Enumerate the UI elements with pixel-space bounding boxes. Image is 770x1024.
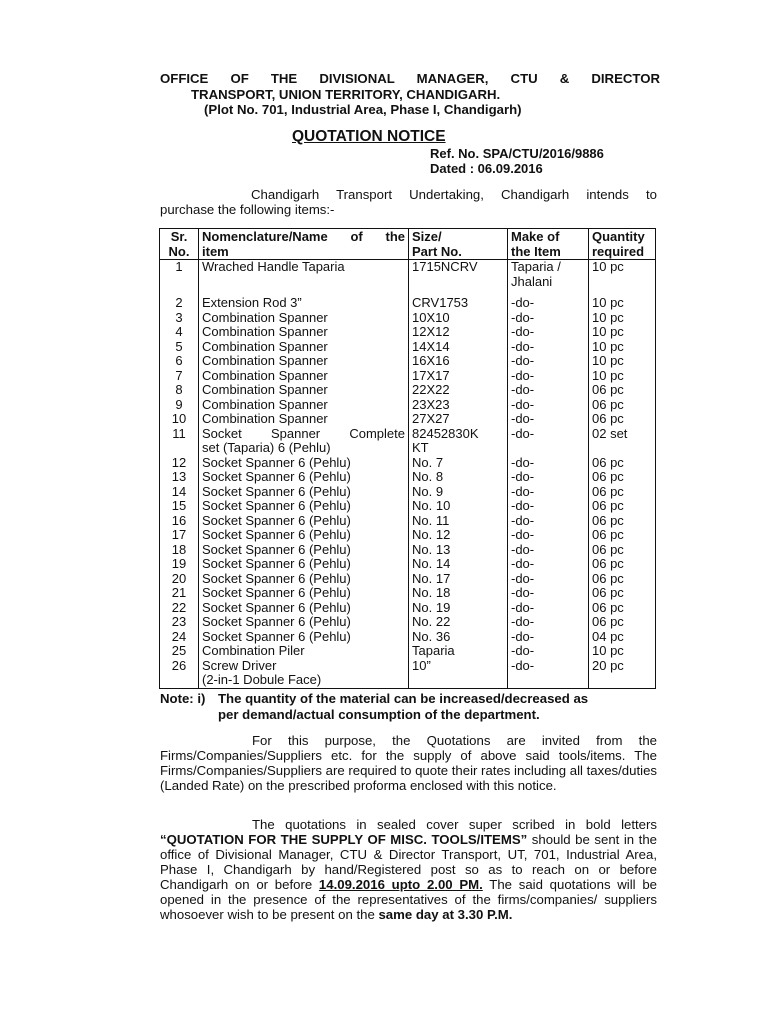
note-line-1: The quantity of the material can be increased/decreased as [218, 691, 589, 706]
cell-size-part [409, 275, 508, 290]
table-row [160, 644, 656, 659]
cell-make: -do- [508, 340, 589, 355]
cell-make: -do- [508, 289, 589, 311]
cell-sr-no: 25 [160, 644, 199, 659]
header-quantity: Quantity required [589, 229, 656, 260]
cell-make [508, 673, 589, 688]
cell-sr-no: 2 [160, 289, 199, 311]
table-row [160, 340, 656, 355]
header-item-name: Nomenclature/Name of the item [199, 229, 409, 260]
cell-make: -do- [508, 398, 589, 413]
cell-sr-no: 11 [160, 427, 199, 442]
cell-make: -do- [508, 470, 589, 485]
cell-make: -do- [508, 354, 589, 369]
cell-item-name: Combination Spanner [199, 369, 409, 384]
cell-item-name: Screw Driver [199, 659, 409, 674]
cell-make: -do- [508, 572, 589, 587]
cell-quantity: 20 pc [589, 659, 656, 674]
cell-quantity: 06 pc [589, 528, 656, 543]
cell-quantity: 02 set [589, 427, 656, 442]
cell-size-part: No. 22 [409, 615, 508, 630]
cell-make: Jhalani [508, 275, 589, 290]
cell-sr-no: 6 [160, 354, 199, 369]
cell-item-name: Socket Spanner 6 (Pehlu) [199, 485, 409, 500]
cell-size-part: 16X16 [409, 354, 508, 369]
cell-size-part: No. 13 [409, 543, 508, 558]
cell-quantity: 06 pc [589, 383, 656, 398]
cell-make: -do- [508, 644, 589, 659]
cell-item-name: Socket Spanner 6 (Pehlu) [199, 601, 409, 616]
cell-item-name [199, 275, 409, 290]
table-row [160, 354, 656, 369]
cell-item-name: Combination Spanner [199, 383, 409, 398]
cell-sr-no [160, 441, 199, 456]
cell-size-part: No. 8 [409, 470, 508, 485]
cell-make: -do- [508, 325, 589, 340]
table-row [160, 528, 656, 543]
note-line-2: per demand/actual consumption of the department. [218, 707, 540, 722]
cell-size-part: KT [409, 441, 508, 456]
cell-quantity: 10 pc [589, 644, 656, 659]
cell-make: -do- [508, 557, 589, 572]
cell-size-part: No. 11 [409, 514, 508, 529]
table-row [160, 485, 656, 500]
cell-item-name: Extension Rod 3” [199, 289, 409, 311]
cell-item-name: Socket Spanner 6 (Pehlu) [199, 630, 409, 645]
cell-size-part: Taparia [409, 644, 508, 659]
opening-time: same day at 3.30 P.M. [378, 907, 513, 922]
header-sr-no: Sr. No. [160, 229, 199, 260]
reference-block [430, 146, 604, 176]
table-row [160, 601, 656, 616]
header-size-part: Size/ Part No. [409, 229, 508, 260]
table-row [160, 543, 656, 558]
cell-size-part: No. 14 [409, 557, 508, 572]
cell-sr-no: 10 [160, 412, 199, 427]
intro-line-2: purchase the following items:- [160, 202, 335, 217]
header-make: Make of the Item [508, 229, 589, 260]
table-row [160, 311, 656, 326]
cell-item-name: Socket Spanner 6 (Pehlu) [199, 615, 409, 630]
cell-item-name: Socket Spanner 6 (Pehlu) [199, 586, 409, 601]
cell-sr-no: 4 [160, 325, 199, 340]
table-row [160, 586, 656, 601]
cell-item-name: Socket Spanner 6 (Pehlu) [199, 470, 409, 485]
cell-item-name: Combination Spanner [199, 412, 409, 427]
cell-quantity: 06 pc [589, 412, 656, 427]
cell-quantity: 10 pc [589, 325, 656, 340]
cell-quantity: 06 pc [589, 398, 656, 413]
cell-item-name: Socket Spanner 6 (Pehlu) [199, 572, 409, 587]
table-row [160, 398, 656, 413]
table-row [160, 470, 656, 485]
table-row [160, 673, 656, 688]
cell-size-part: No. 19 [409, 601, 508, 616]
cell-sr-no: 8 [160, 383, 199, 398]
table-row [160, 514, 656, 529]
cell-quantity: 06 pc [589, 470, 656, 485]
table-row [160, 369, 656, 384]
cell-item-name: Combination Spanner [199, 340, 409, 355]
table-row [160, 441, 656, 456]
submission-address: should be sent in the office of Divisional Manager, CTU & Director Transport, UT, 701, Industrial Area, Phase I, Chandigarh by hand/Registered post so as to reach on or before Chandigarh on or before [160, 832, 658, 892]
cell-quantity: 06 pc [589, 543, 656, 558]
invitation-paragraph: For this purpose, the Quotations are invited from the Firms/Companies/Suppliers etc. for the supply of above said tools/items. The Firms/Companies/Suppliers are required to quote their rates including all taxes/duties (Landed Rate) on the prescribed proforma enclosed with this notice. [160, 733, 657, 793]
cell-sr-no [160, 673, 199, 688]
page-title: QUOTATION NOTICE [292, 128, 446, 145]
cell-sr-no: 24 [160, 630, 199, 645]
cell-quantity: 10 pc [589, 311, 656, 326]
cell-item-name: Combination Spanner [199, 325, 409, 340]
cell-quantity: 10 pc [589, 260, 656, 275]
cell-quantity [589, 673, 656, 688]
cell-item-name: Combination Spanner [199, 398, 409, 413]
cell-make [508, 441, 589, 456]
cell-item-name: Socket Spanner 6 (Pehlu) [199, 528, 409, 543]
cell-size-part: 14X14 [409, 340, 508, 355]
cell-make: Taparia / [508, 260, 589, 275]
reference-number: Ref. No. SPA/CTU/2016/9886 [430, 146, 604, 161]
cell-sr-no: 17 [160, 528, 199, 543]
table-row [160, 615, 656, 630]
cell-item-name: Socket Spanner Complete [199, 427, 409, 442]
cell-make: -do- [508, 601, 589, 616]
submission-opening-text: The said quotations will be opened in the presence of the representatives of the firms/companies/ suppliers whosoever wish to be present on the [160, 877, 657, 922]
submission-lead: The quotations in sealed cover super scribed in bold letters [252, 817, 657, 832]
cell-size-part: No. 17 [409, 572, 508, 587]
cell-make: -do- [508, 383, 589, 398]
table-header-row [160, 229, 656, 260]
items-table-body [160, 260, 656, 689]
cell-sr-no: 15 [160, 499, 199, 514]
notice-date: Dated : 06.09.2016 [430, 161, 543, 176]
cell-quantity: 06 pc [589, 601, 656, 616]
cell-size-part: No. 7 [409, 456, 508, 471]
table-row [160, 289, 656, 311]
cell-size-part: 27X27 [409, 412, 508, 427]
cell-quantity: 10 pc [589, 340, 656, 355]
table-row [160, 572, 656, 587]
table-row [160, 260, 656, 275]
items-table [159, 228, 656, 689]
cell-size-part: 23X23 [409, 398, 508, 413]
cell-size-part: No. 36 [409, 630, 508, 645]
cell-size-part: No. 9 [409, 485, 508, 500]
table-row [160, 412, 656, 427]
cell-item-name: Socket Spanner 6 (Pehlu) [199, 499, 409, 514]
submission-deadline: 14.09.2016 upto 2.00 PM. [318, 877, 483, 892]
cell-size-part: No. 10 [409, 499, 508, 514]
cell-quantity: 06 pc [589, 586, 656, 601]
cell-quantity: 06 pc [589, 557, 656, 572]
cell-quantity: 04 pc [589, 630, 656, 645]
table-row [160, 630, 656, 645]
note-block [160, 691, 657, 723]
cell-make: -do- [508, 485, 589, 500]
cell-item-name: set (Taparia) 6 (Pehlu) [199, 441, 409, 456]
submission-paragraph [160, 817, 657, 922]
cell-sr-no: 5 [160, 340, 199, 355]
cell-size-part: 10X10 [409, 311, 508, 326]
table-row [160, 383, 656, 398]
table-row [160, 499, 656, 514]
table-row [160, 456, 656, 471]
cell-sr-no: 7 [160, 369, 199, 384]
cell-item-name: Socket Spanner 6 (Pehlu) [199, 557, 409, 572]
cell-make: -do- [508, 369, 589, 384]
cell-quantity: 06 pc [589, 572, 656, 587]
cell-make: -do- [508, 615, 589, 630]
cell-size-part: 17X17 [409, 369, 508, 384]
table-row [160, 659, 656, 674]
cell-sr-no: 21 [160, 586, 199, 601]
cell-sr-no: 20 [160, 572, 199, 587]
table-row [160, 427, 656, 442]
cell-quantity: 10 pc [589, 369, 656, 384]
cell-make: -do- [508, 456, 589, 471]
cell-sr-no: 12 [160, 456, 199, 471]
cell-sr-no: 22 [160, 601, 199, 616]
cell-quantity: 06 pc [589, 456, 656, 471]
cell-item-name: Combination Spanner [199, 354, 409, 369]
cell-size-part: CRV1753 [409, 289, 508, 311]
cell-make: -do- [508, 586, 589, 601]
cell-sr-no: 13 [160, 470, 199, 485]
cell-size-part: 1715NCRV [409, 260, 508, 275]
cell-item-name: Combination Piler [199, 644, 409, 659]
office-header-line-1: OFFICE OF THE DIVISIONAL MANAGER, CTU & DIRECTOR [160, 71, 660, 86]
intro-line-1: Chandigarh Transport Undertaking, Chandigarh intends to [251, 187, 657, 202]
cell-size-part: 10” [409, 659, 508, 674]
cell-make: -do- [508, 427, 589, 442]
cell-quantity: 06 pc [589, 485, 656, 500]
table-row [160, 325, 656, 340]
office-header-line-3: (Plot No. 701, Industrial Area, Phase I, Chandigarh) [204, 102, 522, 117]
cell-sr-no: 3 [160, 311, 199, 326]
cell-size-part: No. 18 [409, 586, 508, 601]
table-row [160, 557, 656, 572]
cell-sr-no: 23 [160, 615, 199, 630]
cell-sr-no [160, 275, 199, 290]
cell-size-part: 22X22 [409, 383, 508, 398]
cell-item-name: Socket Spanner 6 (Pehlu) [199, 514, 409, 529]
submission-title: “QUOTATION FOR THE SUPPLY OF MISC. TOOLS/ITEMS” [160, 832, 528, 847]
cell-sr-no: 26 [160, 659, 199, 674]
cell-quantity: 06 pc [589, 514, 656, 529]
cell-item-name: Wrached Handle Taparia [199, 260, 409, 275]
cell-size-part: 82452830K [409, 427, 508, 442]
cell-make: -do- [508, 311, 589, 326]
cell-quantity: 10 pc [589, 354, 656, 369]
cell-item-name: Combination Spanner [199, 311, 409, 326]
cell-quantity: 10 pc [589, 289, 656, 311]
cell-quantity [589, 441, 656, 456]
cell-item-name: Socket Spanner 6 (Pehlu) [199, 456, 409, 471]
cell-sr-no: 14 [160, 485, 199, 500]
cell-item-name: Socket Spanner 6 (Pehlu) [199, 543, 409, 558]
cell-size-part: No. 12 [409, 528, 508, 543]
cell-sr-no: 19 [160, 557, 199, 572]
cell-make: -do- [508, 412, 589, 427]
cell-quantity: 06 pc [589, 615, 656, 630]
cell-size-part: 12X12 [409, 325, 508, 340]
cell-make: -do- [508, 528, 589, 543]
cell-sr-no: 16 [160, 514, 199, 529]
cell-sr-no: 1 [160, 260, 199, 275]
table-row [160, 275, 656, 290]
intro-paragraph [160, 187, 657, 217]
cell-make: -do- [508, 659, 589, 674]
cell-make: -do- [508, 630, 589, 645]
office-header-line-2: TRANSPORT, UNION TERRITORY, CHANDIGARH. [191, 87, 501, 102]
cell-make: -do- [508, 514, 589, 529]
cell-quantity: 06 pc [589, 499, 656, 514]
cell-make: -do- [508, 499, 589, 514]
cell-sr-no: 9 [160, 398, 199, 413]
cell-item-name: (2-in-1 Dobule Face) [199, 673, 409, 688]
cell-sr-no: 18 [160, 543, 199, 558]
cell-size-part [409, 673, 508, 688]
cell-make: -do- [508, 543, 589, 558]
cell-quantity [589, 275, 656, 290]
note-label: Note: i) [160, 691, 206, 706]
